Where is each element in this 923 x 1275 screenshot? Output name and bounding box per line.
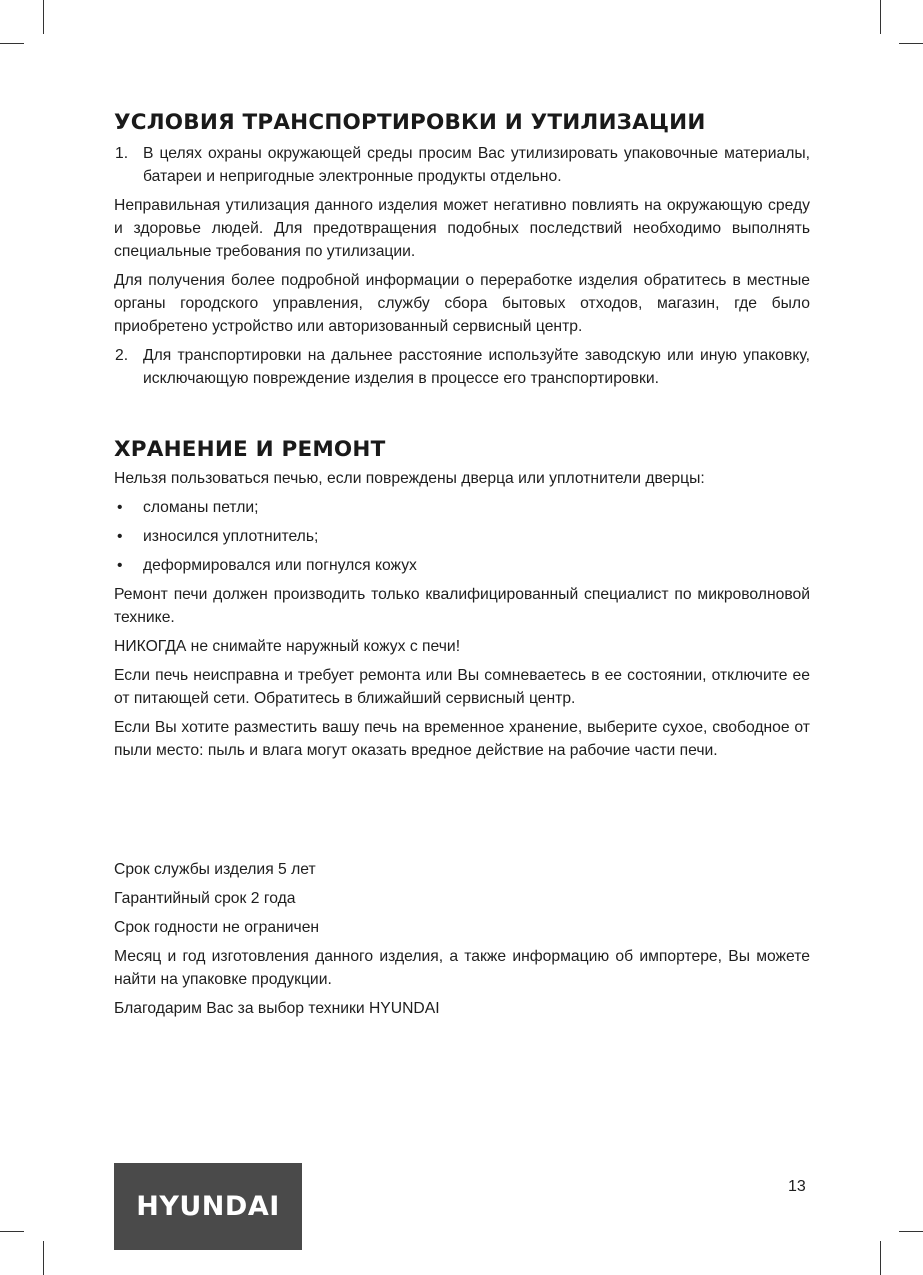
item-number: 2. [115,347,129,364]
list-item-text: деформировался или погнулся кожух [143,557,417,574]
item-text: В целях охраны окружающей среды просим Вас утилизировать упаковочные материалы, батареи и непригодные электронные продукты отдельно. [143,145,810,185]
list-item [114,525,810,548]
service-life-text: Срок службы изделия 5 лет [114,861,316,878]
paragraph-disposal-warning: Неправильная утилизация данного изделия может негативно повлиять на окружающую среду и здоровье людей. Для предотвращения подобных последствий необходимо выполнять специальные требования по утилизации. [114,197,810,260]
section-title-storage: ХРАНЕНИЕ И РЕМОНТ [114,437,386,462]
paragraph-storage-intro: Нельзя пользоваться печью, если повреждены дверца или уплотнители дверцы: [114,470,705,487]
paragraph-malfunction: Если печь неисправна и требует ремонта или Вы сомневаетесь в ее состоянии, отключите ее от питающей сети. Обратитесь в ближайший сервисный центр. [114,667,810,707]
crop-mark-bottom-right-horizontal [899,1231,923,1232]
thanks-text: Благодарим Вас за выбор техники HYUNDAI [114,1000,440,1017]
warranty-text: Гарантийный срок 2 года [114,890,296,907]
crop-mark-top-left-horizontal [0,43,24,44]
numbered-item-1 [114,142,810,188]
item-number: 1. [115,145,129,162]
page-content [114,108,810,1020]
numbered-item-2 [114,344,810,390]
crop-mark-top-right-vertical [880,0,881,34]
hyundai-logo [114,1163,302,1250]
list-item-text: сломаны петли; [143,499,259,516]
paragraph-storage: Если Вы хотите разместить вашу печь на временное хранение, выберите сухое, свободное от пыли место: пыль и влага могут оказать вредное действие на рабочие части печи. [114,719,810,759]
crop-mark-top-left-vertical [43,0,44,34]
manufacture-info-text: Месяц и год изготовления данного изделия, а также информацию об импортере, Вы можете найти на упаковке продукции. [114,948,810,988]
list-item [114,496,810,519]
page-number: 13 [788,1178,806,1195]
paragraph-never-remove: НИКОГДА не снимайте наружный кожух с печи! [114,638,461,655]
paragraph-recycling-info: Для получения более подробной информации о переработке изделия обратитесь в местные органы городского управления, службу сбора бытовых отходов, магазин, где было приобретено устройство или авторизованный сервисный центр. [114,272,810,335]
crop-mark-bottom-left-horizontal [0,1231,24,1232]
bullet-icon: • [117,499,123,516]
bullet-icon: • [117,528,123,545]
logo-text: HYUNDAI [136,1191,280,1222]
paragraph-repair: Ремонт печи должен производить только квалифицированный специалист по микроволновой технике. [114,586,810,626]
list-item [114,554,810,577]
section-title-transport: УСЛОВИЯ ТРАНСПОРТИРОВКИ И УТИЛИЗАЦИИ [114,110,706,135]
crop-mark-bottom-left-vertical [43,1241,44,1275]
bullet-icon: • [117,557,123,574]
shelf-life-text: Срок годности не ограничен [114,919,320,936]
item-text: Для транспортировки на дальнее расстояние используйте заводскую или иную упаковку, исключающую повреждение изделия в процессе его транспортировки. [143,347,810,387]
list-item-text: износился уплотнитель; [143,528,319,545]
crop-mark-bottom-right-vertical [880,1241,881,1275]
crop-mark-top-right-horizontal [899,43,923,44]
